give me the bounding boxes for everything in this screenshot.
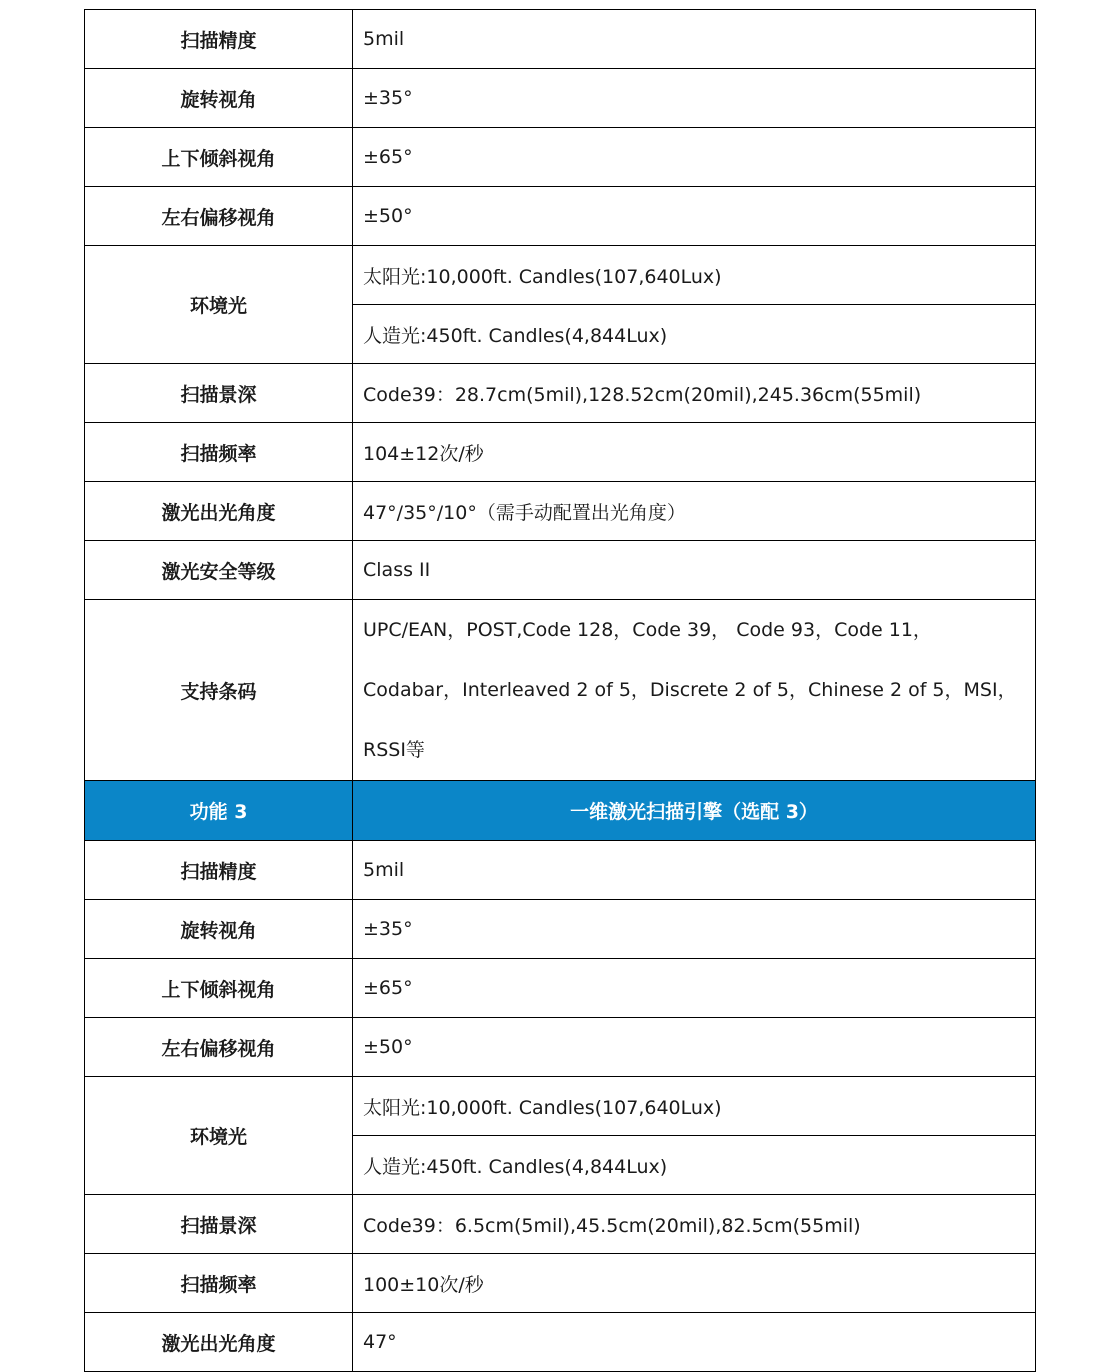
value-pitch-angle: ±65° [353, 959, 1036, 1018]
label-laser-angle: 激光出光角度 [85, 1313, 353, 1372]
value-pitch-angle: ±65° [353, 128, 1036, 187]
section-title: 一维激光扫描引擎（选配 3） [353, 781, 1036, 841]
value-laser-class: Class II [353, 541, 1036, 600]
row-depth-of-field [85, 364, 1036, 423]
label-scan-precision: 扫描精度 [85, 10, 353, 69]
row-scan-rate [85, 1254, 1036, 1313]
label-rotation-angle: 旋转视角 [85, 69, 353, 128]
label-skew-angle: 左右偏移视角 [85, 187, 353, 246]
value-artificial-light: 人造光:450ft. Candles(4,844Lux) [353, 1136, 1036, 1195]
row-pitch-angle [85, 959, 1036, 1018]
row-skew-angle [85, 187, 1036, 246]
value-skew-angle: ±50° [353, 1018, 1036, 1077]
row-depth-of-field [85, 1195, 1036, 1254]
row-scan-rate [85, 423, 1036, 482]
label-depth-of-field: 扫描景深 [85, 364, 353, 423]
label-depth-of-field: 扫描景深 [85, 1195, 353, 1254]
label-pitch-angle: 上下倾斜视角 [85, 128, 353, 187]
spec-table [84, 9, 1036, 1372]
row-pitch-angle [85, 128, 1036, 187]
value-rotation-angle: ±35° [353, 69, 1036, 128]
section-header-3 [85, 781, 1036, 841]
label-laser-angle: 激光出光角度 [85, 482, 353, 541]
value-artificial-light: 人造光:450ft. Candles(4,844Lux) [353, 305, 1036, 364]
row-scan-precision [85, 10, 1036, 69]
value-scan-precision: 5mil [353, 841, 1036, 900]
value-sunlight: 太阳光:10,000ft. Candles(107,640Lux) [353, 1077, 1036, 1136]
label-scan-rate: 扫描频率 [85, 1254, 353, 1313]
value-depth-of-field: Code39：28.7cm(5mil),128.52cm(20mil),245.36cm(55mil) [353, 364, 1036, 423]
row-rotation-angle [85, 69, 1036, 128]
label-scan-precision: 扫描精度 [85, 841, 353, 900]
row-scan-precision [85, 841, 1036, 900]
value-depth-of-field: Code39：6.5cm(5mil),45.5cm(20mil),82.5cm(55mil) [353, 1195, 1036, 1254]
label-laser-class: 激光安全等级 [85, 541, 353, 600]
row-laser-class [85, 541, 1036, 600]
row-skew-angle [85, 1018, 1036, 1077]
value-symbologies: UPC/EAN，POST,Code 128，Code 39， Code 93，Code 11，Codabar，Interleaved 2 of 5，Discrete 2 of 5，Chinese 2 of 5，MSI，RSSI等 [353, 600, 1036, 781]
section-label: 功能 3 [85, 781, 353, 841]
row-laser-angle [85, 482, 1036, 541]
label-pitch-angle: 上下倾斜视角 [85, 959, 353, 1018]
value-scan-rate: 100±10次/秒 [353, 1254, 1036, 1313]
label-ambient-light: 环境光 [85, 246, 353, 364]
label-ambient-light: 环境光 [85, 1077, 353, 1195]
row-symbologies [85, 600, 1036, 781]
label-scan-rate: 扫描频率 [85, 423, 353, 482]
label-rotation-angle: 旋转视角 [85, 900, 353, 959]
label-skew-angle: 左右偏移视角 [85, 1018, 353, 1077]
row-rotation-angle [85, 900, 1036, 959]
value-skew-angle: ±50° [353, 187, 1036, 246]
row-ambient-light [85, 1077, 1036, 1136]
label-symbologies: 支持条码 [85, 600, 353, 781]
value-scan-rate: 104±12次/秒 [353, 423, 1036, 482]
value-sunlight: 太阳光:10,000ft. Candles(107,640Lux) [353, 246, 1036, 305]
value-laser-angle: 47°/35°/10°（需手动配置出光角度） [353, 482, 1036, 541]
row-ambient-light [85, 246, 1036, 305]
value-scan-precision: 5mil [353, 10, 1036, 69]
value-laser-angle: 47° [353, 1313, 1036, 1372]
value-rotation-angle: ±35° [353, 900, 1036, 959]
row-laser-angle [85, 1313, 1036, 1372]
